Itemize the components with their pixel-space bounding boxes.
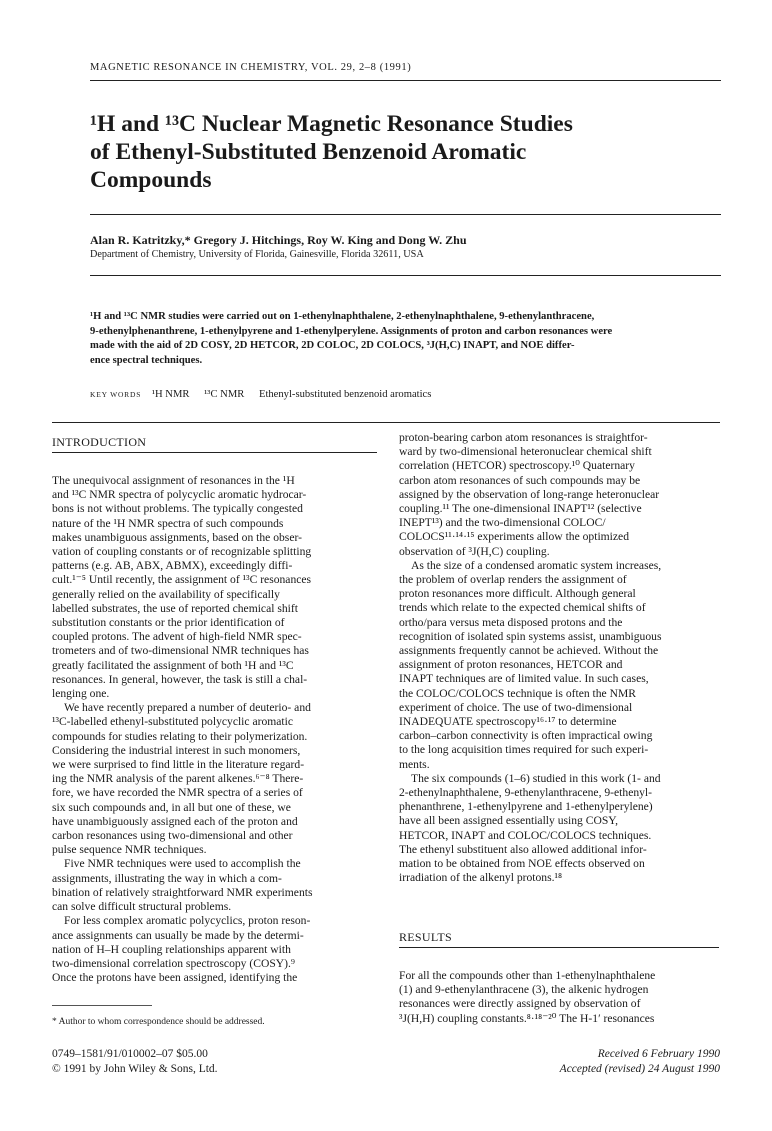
journal-header: MAGNETIC RESONANCE IN CHEMISTRY, VOL. 29, 2–8 (1991) (90, 62, 412, 73)
authors-rule (90, 275, 721, 276)
text-line: the COLOC/COLOCS technique is often the NMR (399, 686, 637, 700)
text-line: assignment of proton resonances, HETCOR and (399, 658, 623, 672)
text-line: can solve difficult structural problems. (52, 900, 232, 914)
title-line-3: Compounds (90, 167, 212, 193)
text-line: six such compounds and, in all but one of these, we (52, 800, 291, 814)
text-line: cult.¹⁻⁵ Until recently, the assignment of ¹³C resonances (52, 573, 312, 587)
right-column-text (399, 431, 719, 886)
text-line: resonances were directly assigned by observation of (399, 997, 641, 1011)
text-line: fore, we have recorded the NMR spectra of a series of (52, 786, 303, 800)
keywords-label: KEY WORDS (90, 390, 142, 399)
text-line: vation of coupling constants or of recognizable splitting (52, 545, 312, 559)
keywords (90, 389, 443, 400)
section-heading-introduction: INTRODUCTION (52, 435, 147, 449)
article-code: 0749–1581/91/010002–07 $05.00 (52, 1048, 208, 1060)
text-line: assignments frequently cannot be achieved. Without the (399, 644, 659, 658)
text-line: mation to be obtained from NOE effects observed on (399, 857, 645, 871)
text-line: HETCOR, INAPT and COLOC/COLOCS techniques. (399, 828, 652, 842)
copyright: © 1991 by John Wiley & Sons, Ltd. (52, 1063, 218, 1075)
text-line: ments. (399, 757, 430, 771)
text-line: As the size of a condensed aromatic system increases, (411, 558, 662, 572)
text-line: ortho/para versus meta disposed protons and the (399, 615, 623, 629)
text-line: recognition of isolated spin systems assist, unambiguous (399, 629, 662, 643)
text-line: resonances. In general, however, the task is still a chal- (52, 672, 308, 686)
footnote: * Author to whom correspondence should be addressed. (52, 1017, 265, 1027)
text-line: to the long acquisition times required for such experi- (399, 743, 649, 757)
text-line: bination of relatively straightforward NMR experiments (52, 885, 313, 899)
text-line: bons is not without problems. The typically congested (52, 502, 303, 516)
abstract (90, 310, 680, 368)
text-line: pulse sequence NMR techniques. (52, 843, 207, 857)
results-text (399, 969, 719, 1026)
keywords-rule (52, 422, 720, 423)
submission-dates (560, 1047, 720, 1077)
text-line: nation of H–H coupling relationships apparent with (52, 942, 291, 956)
text-line: compounds for studies relating to their polymerization. (52, 729, 308, 743)
text-line: experiment of choice. The use of two-dimensional (399, 700, 633, 714)
text-line: assigned by the observation of long-range heteronuclear (399, 487, 660, 501)
text-line: We have recently prepared a number of deuterio- and (64, 701, 311, 715)
introduction-text (52, 474, 377, 985)
text-line: Once the protons have been assigned, identifying the (52, 971, 298, 985)
text-line: trends which relate to the expected chemical shifts of (399, 601, 646, 615)
text-line: Five NMR techniques were used to accomplish the (64, 857, 301, 871)
title-rule (90, 214, 721, 215)
keyword: Ethenyl-substituted benzenoid aromatics (258, 389, 432, 400)
text-line: two-dimensional correlation spectroscopy (COSY).⁹ (52, 956, 295, 970)
header-rule (90, 80, 721, 81)
results-heading-rule (399, 947, 719, 948)
text-line: patterns (e.g. AB, ABX, ABMX), exceedingly diffi- (52, 559, 293, 573)
text-line: (1) and 9-ethenylanthracene (3), the alkenic hydrogen (399, 983, 649, 997)
intro-heading-rule (52, 452, 377, 453)
abstract-line: made with the aid of 2D COSY, 2D HETCOR, 2D COLOC, 2D COLOCS, ³J(H,C) INAPT, and NOE differ- (90, 340, 575, 352)
text-line: ³J(H,H) coupling constants.⁸·¹⁸⁻²⁰ The H-1′ resonances (399, 1011, 655, 1025)
text-line: irradiation of the alkenyl protons.¹⁸ (399, 871, 563, 885)
keyword: ¹³C NMR (204, 389, 245, 400)
text-line: 2-ethenylnaphthalene, 9-ethenylanthracene, 9-ethenyl- (399, 786, 653, 800)
text-line: ing the NMR analysis of the parent alkenes.⁶⁻⁸ There- (52, 772, 304, 786)
text-line: labelled substrates, the use of reported chemical shift (52, 601, 298, 615)
text-line: carbon atom resonances of such compounds may be (399, 473, 641, 487)
text-line: generally relied on the availability of specifically (52, 587, 280, 601)
text-line: For all the compounds other than 1-ethenylnaphthalene (399, 969, 656, 982)
text-line: coupling.¹¹ The one-dimensional INAPT¹² (selective (399, 502, 642, 516)
text-line: correlation (HETCOR) spectroscopy.¹⁰ Quaternary (399, 459, 635, 473)
title-line-1: ¹H and ¹³C Nuclear Magnetic Resonance Studies (90, 111, 573, 137)
text-line: observation of ³J(H,C) coupling. (399, 544, 550, 558)
text-line: The six compounds (1–6) studied in this work (1- and (411, 771, 661, 785)
text-line: INEPT¹³) and the two-dimensional COLOC/ (399, 516, 606, 530)
text-line: have unambiguously assigned each of the proton and (52, 814, 298, 828)
text-line: ance assignments can usually be made by the determi- (52, 928, 304, 942)
text-line: INAPT techniques are of limited value. In such cases, (399, 672, 649, 686)
text-line: lenging one. (52, 687, 110, 701)
text-line: carbon–carbon connectivity is often impractical owing (399, 729, 653, 743)
text-line: proton resonances more difficult. Although general (399, 587, 636, 601)
paper-title (90, 110, 690, 194)
accepted-date: Accepted (revised) 24 August 1990 (559, 1063, 720, 1075)
text-line: trometers and of two-dimensional NMR techniques has (52, 644, 309, 658)
text-line: The ethenyl substituent also allowed additional infor- (399, 842, 647, 856)
text-line: ward by two-dimensional heteronuclear chemical shift (399, 445, 652, 459)
text-line: phenanthrene, 1-ethenylpyrene and 1-ethenylperylene) (399, 800, 653, 814)
footnote-rule (52, 1005, 152, 1006)
section-heading-results: RESULTS (399, 930, 453, 944)
keyword: ¹H NMR (151, 389, 190, 400)
text-line: substitution constants or the prior identification of (52, 616, 285, 630)
title-line-2: of Ethenyl-Substituted Benzenoid Aromatic (90, 139, 527, 165)
text-line: ¹³C-labelled ethenyl-substituted polycyclic aromatic (52, 715, 294, 729)
text-line: makes unambiguous assignments, based on the obser- (52, 530, 302, 544)
text-line: assignments, illustrating the way in which a com- (52, 871, 282, 885)
text-line: nature of the ¹H NMR spectra of such compounds (52, 516, 284, 530)
text-line: we were surprised to find little in the literature regard- (52, 758, 305, 772)
abstract-line: 9-ethenylphenanthrene, 1-ethenylpyrene and 1-ethenylperylene. Assignments of proton and carbon resonances were (90, 325, 613, 337)
text-line: proton-bearing carbon atom resonances is straightfor- (399, 431, 648, 444)
text-line: coupled protons. The advent of high-field NMR spec- (52, 630, 302, 644)
text-line: For less complex aromatic polycyclics, proton reson- (64, 914, 311, 928)
author-list: Alan R. Katritzky,* Gregory J. Hitchings, Roy W. King and Dong W. Zhu (90, 233, 467, 247)
abstract-line: ¹H and ¹³C NMR studies were carried out on 1-ethenylnaphthalene, 2-ethenylnaphthalene, 9-ethenylanthracene, (90, 311, 595, 322)
text-line: greatly facilitated the assignment of both ¹H and ¹³C (52, 658, 294, 672)
text-line: The unequivocal assignment of resonances in the ¹H (52, 474, 295, 487)
received-date: Received 6 February 1990 (597, 1048, 720, 1060)
text-line: and ¹³C NMR spectra of polycyclic aromatic hydrocar- (52, 488, 307, 502)
text-line: have all been assigned essentially using COSY, (399, 814, 619, 828)
text-line: Considering the industrial interest in such monomers, (52, 743, 301, 757)
affiliation: Department of Chemistry, University of Florida, Gainesville, Florida 32611, USA (90, 249, 424, 260)
publication-info (52, 1047, 218, 1077)
text-line: INADEQUATE spectroscopy¹⁶·¹⁷ to determine (399, 715, 617, 729)
text-line: COLOCS¹¹·¹⁴·¹⁵ experiments allow the optimized (399, 530, 629, 544)
abstract-line: ence spectral techniques. (90, 354, 203, 366)
text-line: the problem of overlap renders the assignment of (399, 573, 627, 587)
text-line: carbon resonances using two-dimensional and other (52, 829, 293, 843)
